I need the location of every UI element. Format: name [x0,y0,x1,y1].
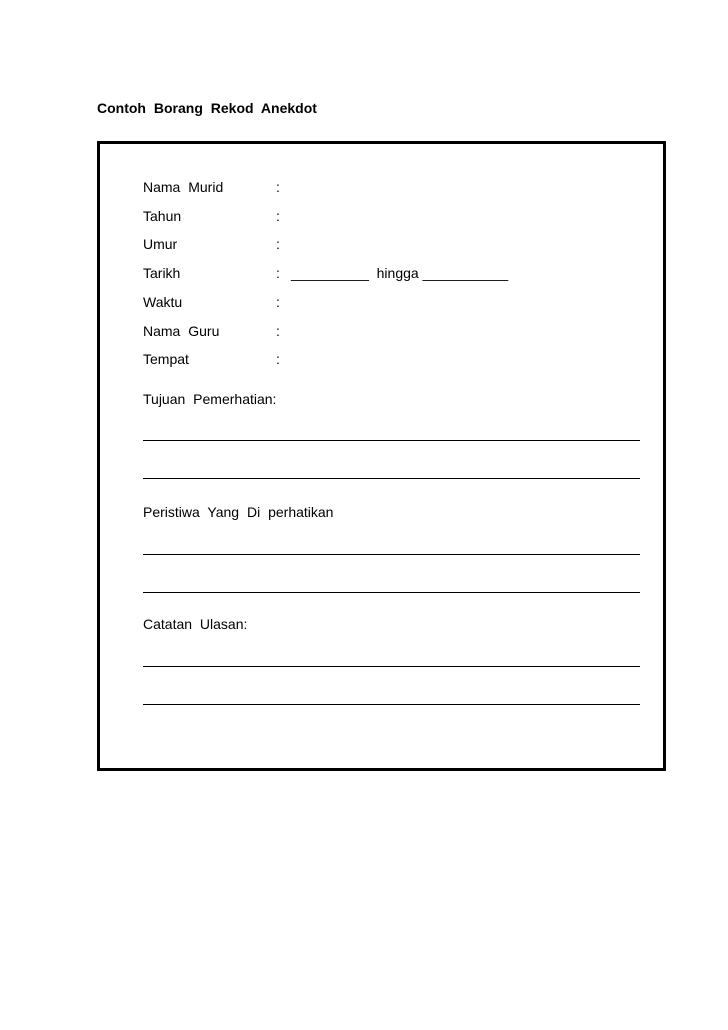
date-range-blanks: __________ hingga ___________ [291,265,509,281]
writing-line [143,554,640,555]
writing-line [143,704,640,705]
anecdotal-record-form [97,141,666,771]
section-label-catatan: Catatan Ulasan: [143,616,248,632]
field-colon: : [276,179,280,195]
section-label-tujuan: Tujuan Pemerhatian: [143,391,277,407]
field-label: Tarikh [143,265,181,281]
field-colon: : [276,323,280,339]
field-colon: : [276,294,280,310]
field-colon: : [276,236,280,252]
writing-line [143,666,640,667]
writing-line [143,478,640,479]
writing-line [143,440,640,441]
field-colon: : [276,351,280,367]
field-label: Nama Murid [143,179,224,195]
field-label: Tahun [143,208,182,224]
field-label: Waktu [143,294,183,310]
page-title: Contoh Borang Rekod Anekdot [97,100,317,116]
writing-line [143,592,640,593]
field-label: Nama Guru [143,323,220,339]
field-colon: : [276,265,280,281]
field-label: Tempat [143,351,189,367]
field-label: Umur [143,236,178,252]
section-label-peristiwa: Peristiwa Yang Di perhatikan [143,504,334,520]
field-colon: : [276,208,280,224]
